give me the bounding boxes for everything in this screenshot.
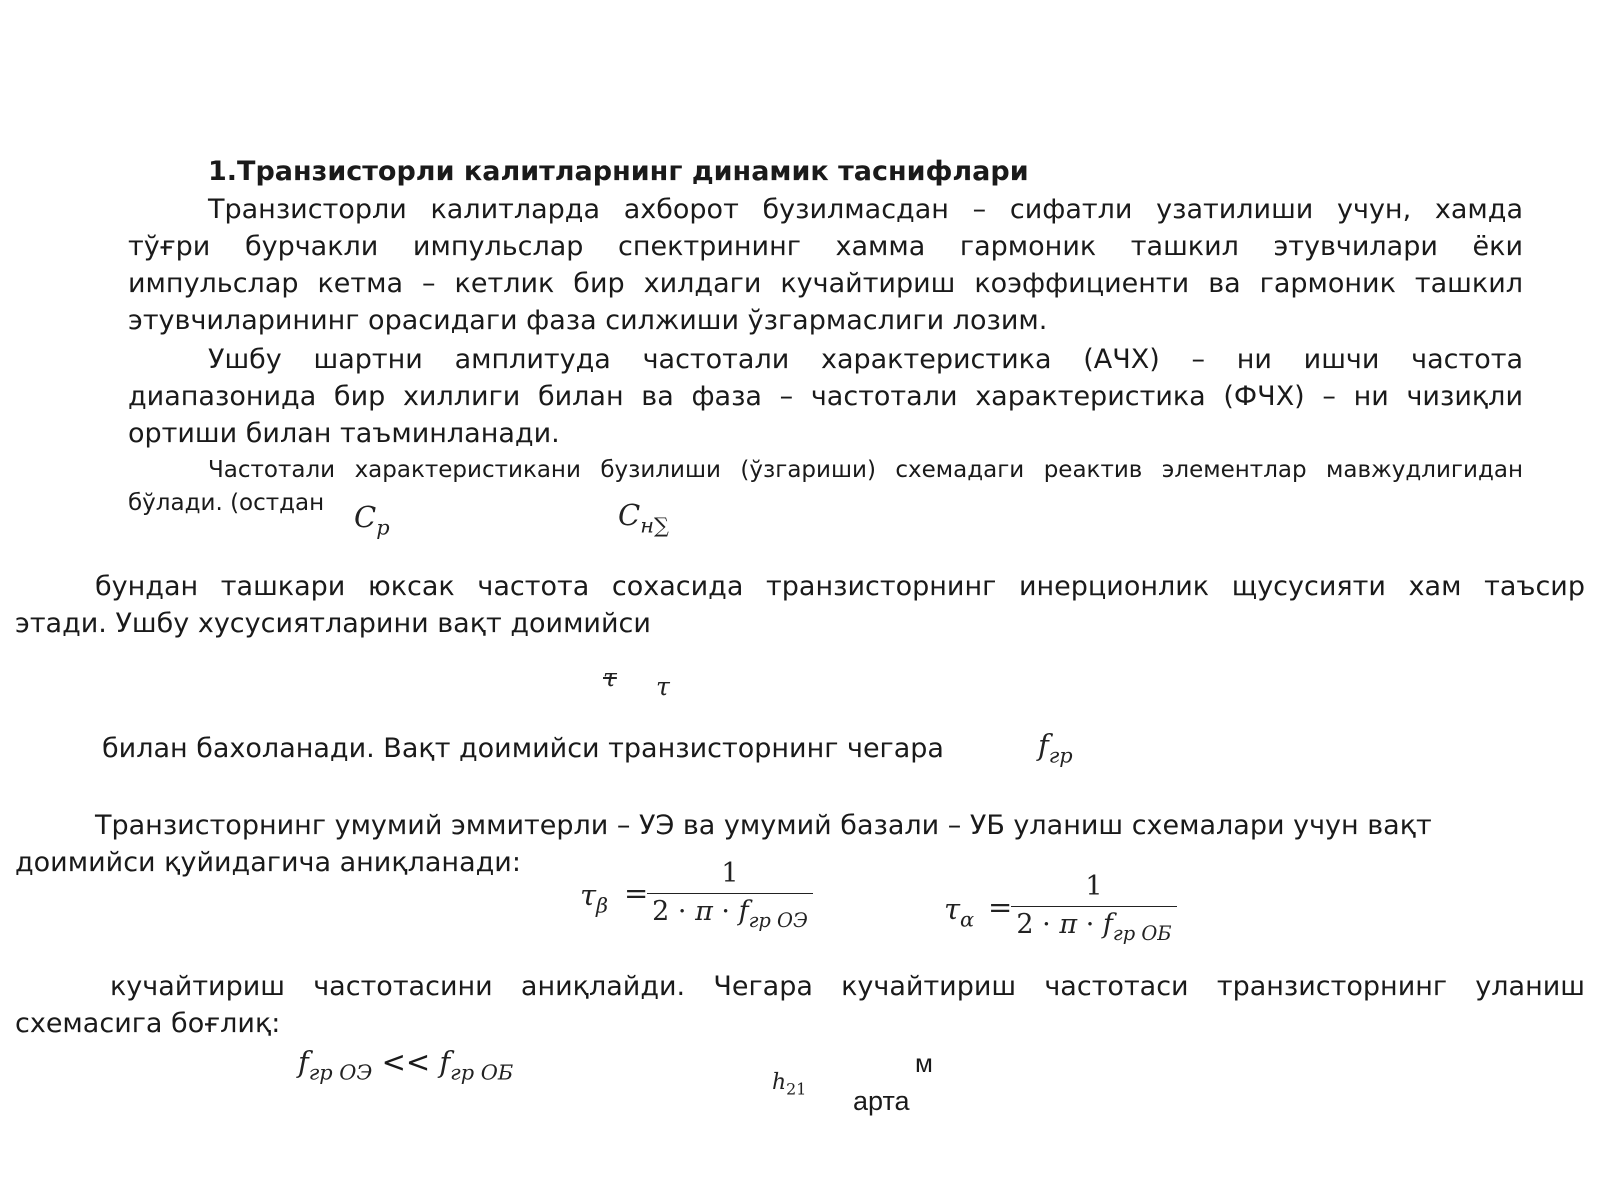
formula-alpha-numerator: 1 <box>1085 871 1103 902</box>
paragraph-7-line-1: кучайтириш частотасини аниқлайди. Чегара кучайтириш частотаси транзисторнинг уланиш <box>110 971 1585 1002</box>
paragraph-2-line-3: ортиши билан таъминланади. <box>128 418 560 449</box>
paragraph-1-line-1: Транзисторли калитларда ахборот бузилмасдан – сифатли узатилиши учун, хамда <box>208 194 1523 225</box>
fragment-arta: арта <box>853 1086 910 1116</box>
paragraph-1-line-4: этувчиларининг орасидаги фаза силжиши ўзгармаслиги лозим. <box>128 305 1048 336</box>
inequality-formula: $f_{гр ОЭ} << f_{гр ОБ}$ <box>298 1045 514 1085</box>
paragraph-7-line-2: схемасига боғлиқ: <box>15 1008 281 1039</box>
formula-beta-fraction <box>647 858 813 932</box>
paragraph-4-line-2: этади. Ушбу хусусиятларини вақт доимийси <box>15 608 651 639</box>
paragraph-4 <box>15 568 1585 642</box>
paragraph-1-line-3: импульслар кетма – кетлик бир хилдаги кучайтириш коэффициенти ва гармоник ташкил <box>128 268 1523 299</box>
paragraph-2-line-2: диапазонида бир хиллиги билан ва фаза – частотали характеристика (ФЧХ) – ни чизиқли <box>128 381 1523 412</box>
paragraph-6-line-2: доимийси қуйидагича аниқланади: <box>15 847 521 878</box>
paragraph-5: билан бахоланади. Вақт доимийси транзисторнинг чегара <box>102 733 944 764</box>
paragraph-2 <box>128 341 1523 452</box>
paragraph-4-line-1: бундан ташкари юксак частота сохасида транзисторнинг инерционлик щусусияти хам таъсир <box>95 571 1585 602</box>
formula-alpha-fraction <box>1011 871 1177 945</box>
paragraph-7 <box>15 968 1585 1042</box>
formula-beta-eq: = <box>624 876 649 910</box>
paragraph-3-line-1: Частотали характеристикани бузилиши (ўзгариши) схемадаги реактив элементлар мавжудлигидан <box>208 457 1523 483</box>
symbol-f-gr: $f_{гр}$ <box>1038 728 1073 768</box>
symbol-cp: $C_p$ <box>354 500 390 540</box>
symbol-h21: $h_{21}$ <box>772 1070 807 1099</box>
symbol-tau-struck: τ <box>603 663 617 692</box>
paragraph-1-line-2: тўғри бурчакли импульслар спектрининг хамма гармоник ташкил этувчилари ёки <box>128 231 1523 262</box>
formula-beta-lhs: $\tau_\beta$ <box>580 878 609 918</box>
formula-alpha-lhs: $\tau_\alpha$ <box>944 892 975 932</box>
formula-beta-numerator: 1 <box>721 858 739 889</box>
paragraph-3-line-2: бўлади. (остдан <box>128 490 325 516</box>
symbol-tau: τ <box>656 672 670 701</box>
symbol-cn-sum: $C_{н\sum}$ <box>618 498 669 538</box>
paragraph-1 <box>128 191 1523 339</box>
formula-beta-denominator: $2 \cdot \pi \cdot f_{гр ОЭ}$ <box>652 896 808 932</box>
formula-beta-bar <box>647 893 813 894</box>
section-heading: 1.Транзисторли калитларнинг динамик таснифлари <box>208 156 1029 187</box>
formula-alpha-bar <box>1011 906 1177 907</box>
paragraph-2-line-1: Ушбу шартни амплитуда частотали характеристика (АЧХ) – ни ишчи частота <box>208 344 1523 375</box>
paragraph-6-line-1: Транзисторнинг умумий эммитерли – УЭ ва умумий базали – УБ уланиш схемалари учун вақт <box>95 810 1432 841</box>
formula-alpha-denominator: $2 \cdot \pi \cdot f_{гр ОБ}$ <box>1016 909 1172 945</box>
paragraph-3 <box>128 454 1523 520</box>
fragment-m: м <box>915 1048 933 1078</box>
formula-alpha-eq: = <box>988 890 1013 924</box>
